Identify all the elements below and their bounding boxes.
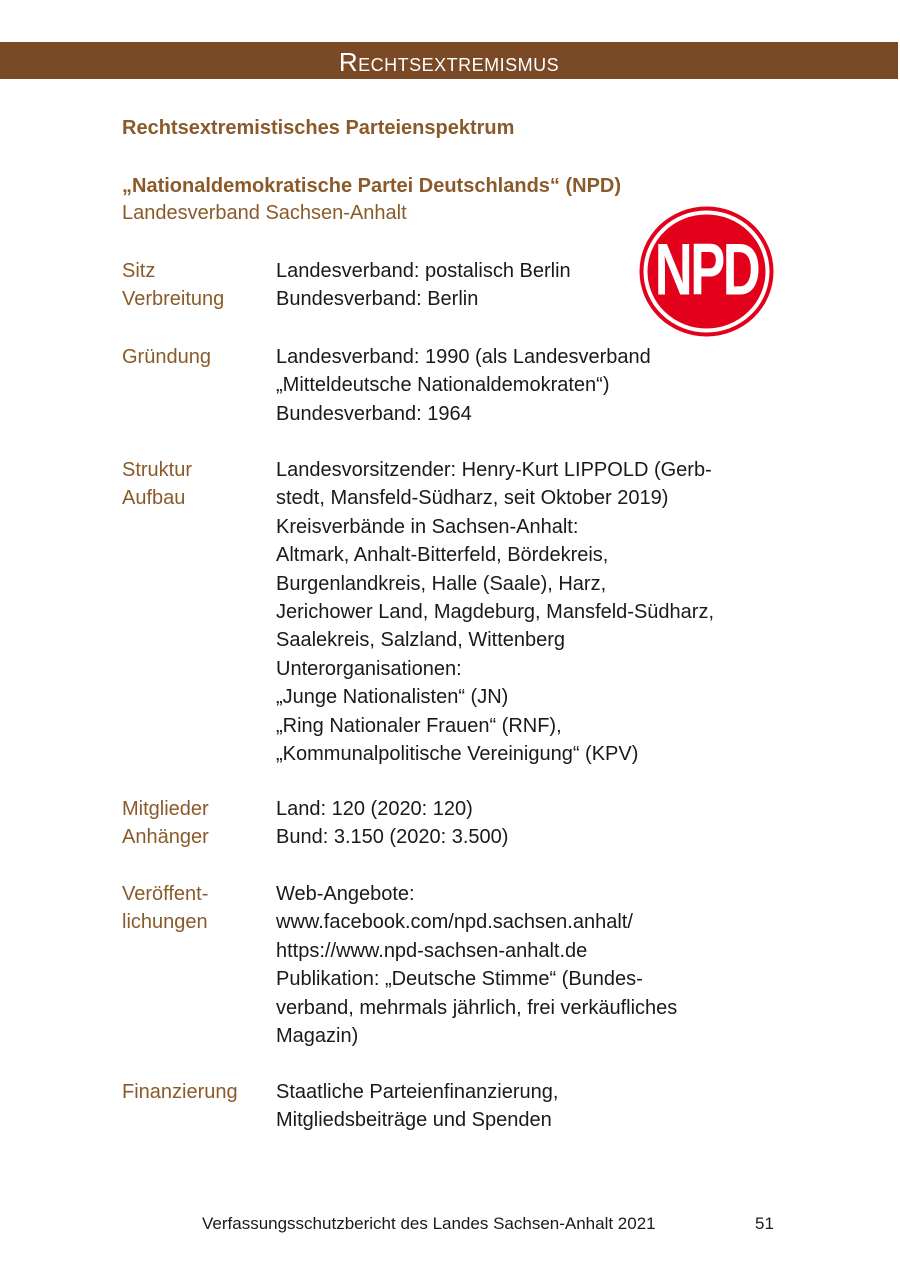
row-label: Struktur Aufbau xyxy=(122,459,193,510)
row-label: Veröffent- lichungen xyxy=(122,883,209,934)
logo-text: NPD xyxy=(654,227,759,311)
row-value: Land: 120 (2020: 120) Bund: 3.150 (2020: 3.500) xyxy=(276,798,509,849)
row-label: Mitglieder Anhänger xyxy=(122,798,209,849)
page-header-title: Rechtsextremismus xyxy=(338,47,560,77)
row-label: Gründung xyxy=(122,346,211,368)
party-name: „Nationaldemokratische Partei Deutschlands“ (NPD) xyxy=(122,175,622,197)
row-value: Staatliche Parteienfinanzierung, Mitgliedsbeiträge und Spenden xyxy=(276,1081,559,1132)
section-title: Rechtsextremistisches Parteienspektrum xyxy=(122,117,515,139)
row-value: Landesvorsitzender: Henry-Kurt LIPPOLD (Gerb- stedt, Mansfeld-Südharz, seit Oktober 2019) Kreisverbände in Sachsen-Anhalt: Altmark, Anhalt-Bitterfeld, Bördekreis, Burgenlandkreis, Halle (Saale), Harz, Jerichower Land, Magdeburg, Mansfeld-Südharz, Saalekreis, Salzland, Wittenberg Unterorganisationen: „Junge Nationalisten“ (JN) „Ring Nationaler Frauen“ (RNF), „Kommunalpolitische Vereinigung“ (KPV) xyxy=(276,459,715,766)
row-value: Landesverband: postalisch Berlin Bundesverband: Berlin xyxy=(276,260,571,311)
row-value: Landesverband: 1990 (als Landesverband „Mitteldeutsche Nationaldemokraten“) Bundesverband: 1964 xyxy=(276,346,651,425)
row-value: Web-Angebote: www.facebook.com/npd.sachsen.anhalt/ https://www.npd-sachsen-anhalt.de Publikation: „Deutsche Stimme“ (Bundes- verband, mehrmals jährlich, frei verkäufliches Magazin) xyxy=(276,883,678,1048)
party-subtitle: Landesverband Sachsen-Anhalt xyxy=(122,202,407,224)
footer-text: Verfassungsschutzbericht des Landes Sachsen-Anhalt 2021 xyxy=(202,1214,656,1233)
row-label: Sitz Verbreitung xyxy=(122,260,225,311)
row-label: Finanzierung xyxy=(122,1081,238,1103)
page-number: 51 xyxy=(755,1214,774,1233)
